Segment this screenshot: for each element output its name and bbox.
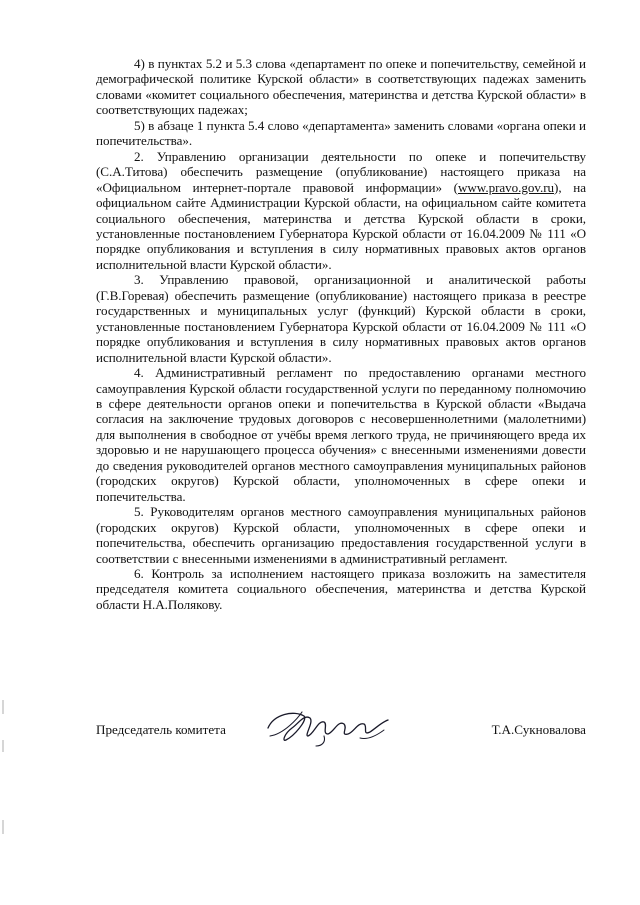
signature-block bbox=[96, 706, 586, 756]
portal-url-link: www.pravo.gov.ru bbox=[457, 179, 555, 195]
signatory-title: Председатель комитета bbox=[96, 722, 226, 737]
document-body bbox=[96, 56, 586, 612]
scan-edge-marks bbox=[0, 700, 8, 860]
paragraph-item-4: 4) в пунктах 5.2 и 5.3 слова «департамент по опеке и попечительству, семейной и демографической политике Курской области» в соответствующих падежах заменить словами «комитет социального обеспечения, материнства и детства Курской области» в соответствующих падежах; bbox=[96, 56, 586, 118]
paragraph-clause-5: 5. Руководителям органов местного самоуправления муниципальных районов (городских округов) Курской области, уполномоченных в сфере опеки и попечительства, обеспечить организацию предоставления государственной услуги в соответствии с внесенными изменениями в административный регламент. bbox=[96, 504, 586, 566]
paragraph-clause-3: 3. Управлению правовой, организационной и аналитической работы (Г.В.Горевая) обеспечить размещение (опубликование) настоящего приказа в реестре государственных и муниципальных услуг (функций) Курской области в сроки, установленные постановлением Губернатора Курской области от 16.04.2009 № 111 «О порядке опубликования и вступления в силу нормативных правовых актов органов исполнительной власти Курской области». bbox=[96, 272, 586, 365]
paragraph-clause-6: 6. Контроль за исполнением настоящего приказа возложить на заместителя председателя комитета социального обеспечения, материнства и детства Курской области Н.А.Полякову. bbox=[96, 565, 586, 612]
paragraph-clause-4: 4. Административный регламент по предоставлению органами местного самоуправления Курской области государственной услуги по переданному полномочию в сфере деятельности органов опеки и попечительства в Курской области «Выдача согласия на заключение трудовых договоров с несовершеннолетними (малолетними) для выполнения в свободное от учёбы время легкого труда, не причиняющего вреда их здоровью и не нарушающего процесса обучения» с внесенными изменениями довести до сведения руководителей органов местного самоуправления муниципальных районов (городских округов) Курской области, уполномоченных в сфере опеки и попечительства. bbox=[96, 365, 586, 504]
signatory-name: Т.А.Сукновалова bbox=[491, 722, 586, 737]
paragraph-item-5: 5) в абзаце 1 пункта 5.4 слово «департамента» заменить словами «органа опеки и попечительства». bbox=[96, 117, 586, 149]
paragraph-clause-2: 2. Управлению организации деятельности по опеке и попечительству (С.А.Титова) обеспечить размещение (опубликование) настоящего приказа на «Официальном интернет-портале правовой информации» (www.pravo.gov.ru), на официальном сайте Администрации Курской области, на официальном сайте комитета социального обеспечения, материнства и детства Курской области в сроки, установленные постановлением Губернатора Курской области от 16.04.2009 № 111 «О порядке опубликования и вступления в силу нормативных правовых актов органов исполнительной власти Курской области». bbox=[96, 148, 586, 272]
handwritten-signature bbox=[264, 706, 394, 748]
